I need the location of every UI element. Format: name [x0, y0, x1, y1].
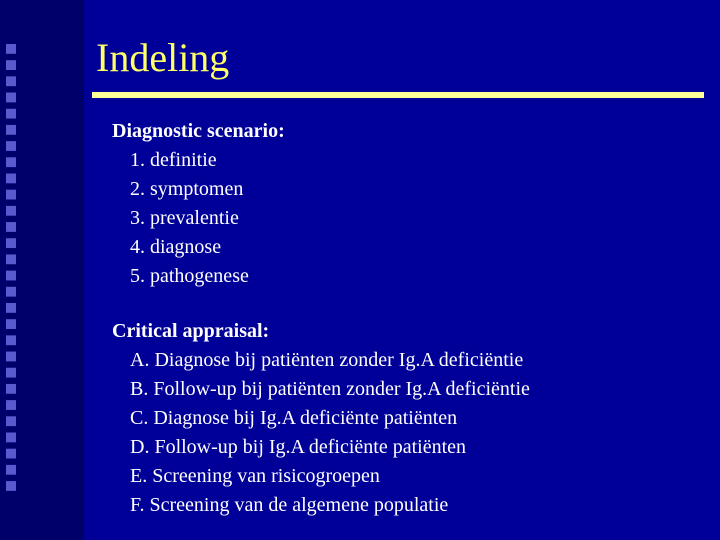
list-item: E. Screening van risicogroepen	[130, 465, 380, 487]
title-underline	[92, 92, 704, 98]
square-pattern	[4, 44, 18, 494]
list-item: F. Screening van de algemene populatie	[130, 494, 449, 516]
left-decorative-strip	[0, 0, 84, 540]
item-list	[112, 146, 285, 291]
item-list	[112, 346, 530, 520]
section-heading: Critical appraisal:	[112, 320, 270, 342]
slide-title: Indeling	[96, 35, 230, 80]
list-item: 2. symptomen	[130, 178, 244, 200]
list-item: 4. diagnose	[130, 236, 222, 258]
list-item: D. Follow-up bij Ig.A deficiënte patiënten	[130, 436, 467, 458]
section-diagnostic-scenario	[112, 117, 285, 291]
list-item: 3. prevalentie	[130, 207, 239, 229]
list-item: B. Follow-up bij patiënten zonder Ig.A deficiëntie	[130, 378, 530, 400]
list-item: 1. definitie	[130, 149, 217, 171]
section-heading: Diagnostic scenario:	[112, 120, 285, 142]
section-critical-appraisal	[112, 317, 530, 520]
list-item: C. Diagnose bij Ig.A deficiënte patiënten	[130, 407, 458, 429]
list-item: 5. pathogenese	[130, 265, 249, 287]
list-item: A. Diagnose bij patiënten zonder Ig.A deficiëntie	[130, 349, 524, 371]
